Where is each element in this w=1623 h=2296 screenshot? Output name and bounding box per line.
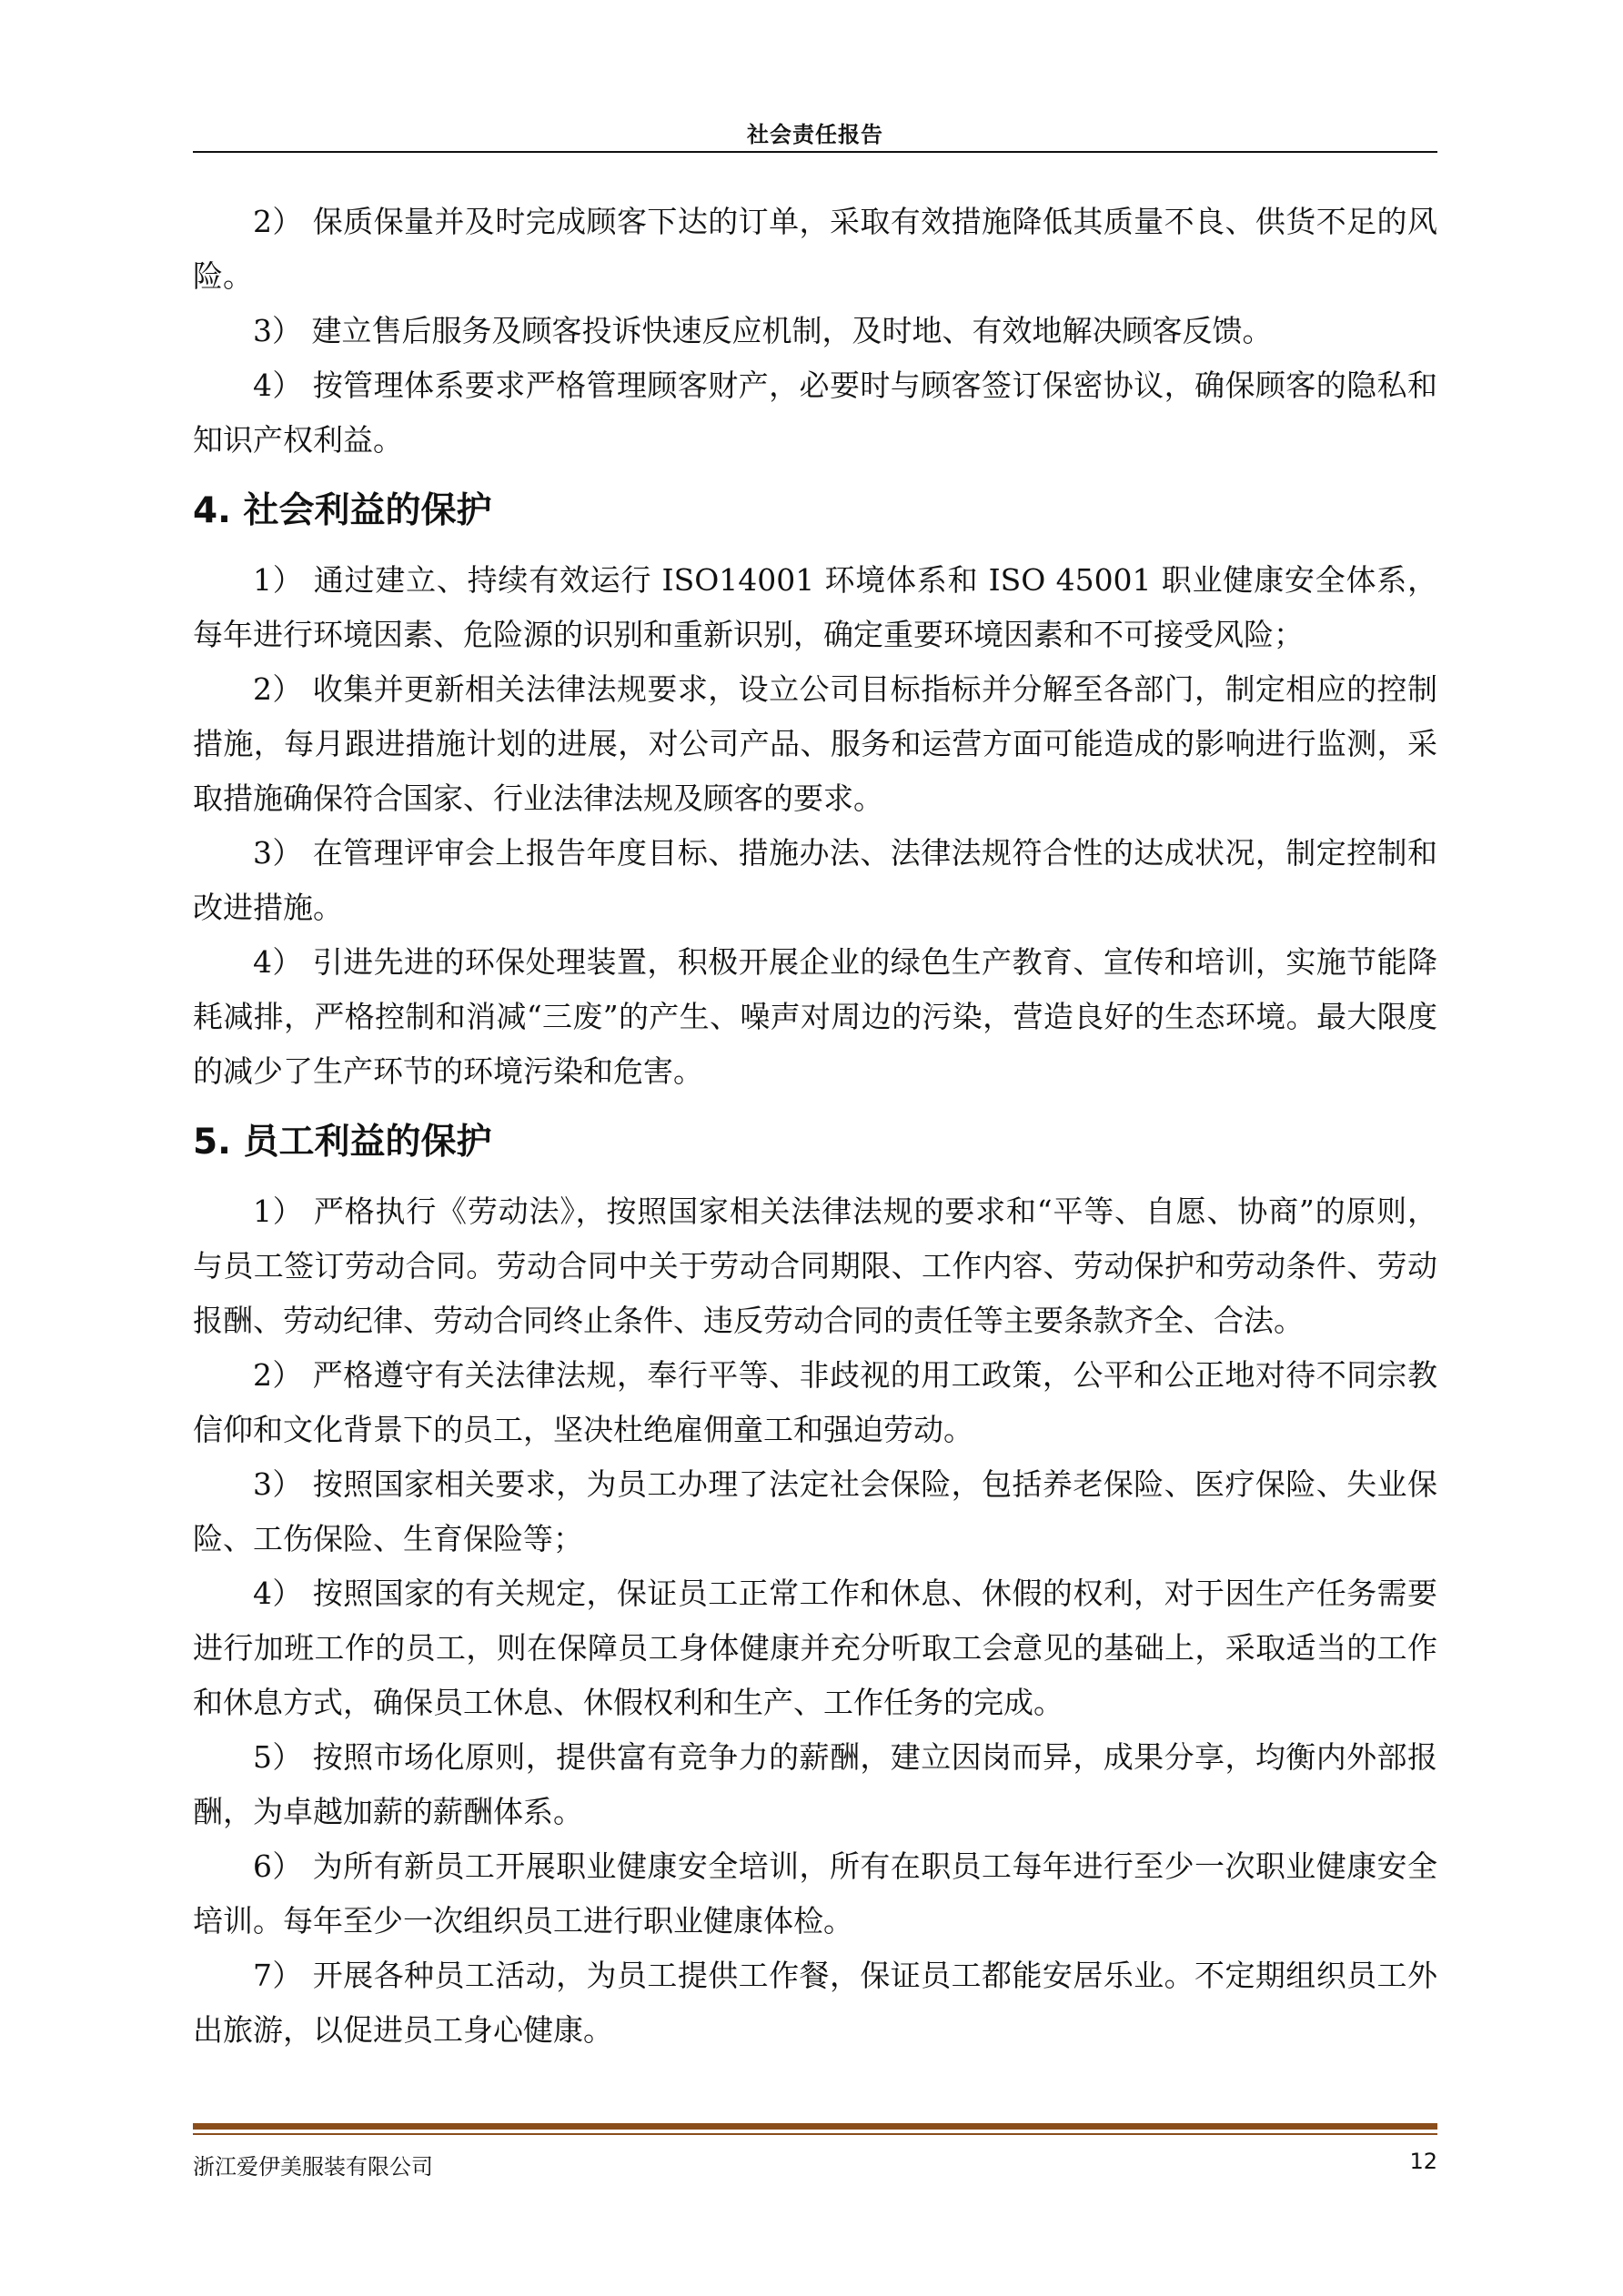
paragraph: 2） 收集并更新相关法律法规要求，设立公司目标指标并分解至各部门，制定相应的控制措施，每月跟进措施计划的进展，对公司产品、服务和运营方面可能造成的影响进行监测，采取措施确保符合国家、行业法律法规及顾客的要求。: [193, 671, 1437, 816]
paragraph: 1） 通过建立、持续有效运行 ISO14001 环境体系和 ISO 45001 职业健康安全体系，每年进行环境因素、危险源的识别和重新识别，确定重要环境因素和不可接受风险；: [193, 562, 1437, 652]
paragraph: 5） 按照市场化原则，提供富有竞争力的薪酬，建立因岗而异，成果分享，均衡内外部报酬，为卓越加薪的薪酬体系。: [193, 1739, 1437, 1829]
footer-company-name: 浙江爱伊美服装有限公司: [193, 2154, 433, 2180]
report-body: [193, 195, 1437, 2058]
paragraph: 3） 在管理评审会上报告年度目标、措施办法、法律法规符合性的达成状况，制定控制和改进措施。: [193, 835, 1437, 925]
paragraph: 7） 开展各种员工活动，为员工提供工作餐，保证员工都能安居乐业。不定期组织员工外出旅游，以促进员工身心健康。: [193, 1958, 1437, 2048]
paragraph: 3） 建立售后服务及顾客投诉快速反应机制，及时地、有效地解决顾客反馈。: [253, 313, 1273, 348]
footer-divider-thin: [193, 2133, 1437, 2135]
paragraph: 4） 按照国家的有关规定，保证员工正常工作和休息、休假的权利，对于因生产任务需要进行加班工作的员工，则在保障员工身体健康并充分听取工会意见的基础上，采取适当的工作和休息方式，确保员工休息、休假权利和生产、工作任务的完成。: [193, 1576, 1437, 1720]
paragraph: 2） 严格遵守有关法律法规，奉行平等、非歧视的用工政策，公平和公正地对待不同宗教信仰和文化背景下的员工，坚决杜绝雇佣童工和强迫劳动。: [193, 1357, 1437, 1447]
paragraph: 3） 按照国家相关要求，为员工办理了法定社会保险，包括养老保险、医疗保险、失业保险、工伤保险、生育保险等；: [193, 1466, 1437, 1556]
footer-divider-thick: [193, 2123, 1437, 2130]
section-heading-employee-interest: 5. 员工利益的保护: [193, 1122, 492, 1163]
page-header-title: 社会责任报告: [747, 122, 883, 147]
paragraph: 2） 保质保量并及时完成顾客下达的订单，采取有效措施降低其质量不良、供货不足的风险。: [193, 204, 1437, 294]
section-heading-social-interest: 4. 社会利益的保护: [193, 490, 492, 531]
paragraph: 6） 为所有新员工开展职业健康安全培训，所有在职员工每年进行至少一次职业健康安全培训。每年至少一次组织员工进行职业健康体检。: [193, 1848, 1437, 1939]
paragraph: 4） 引进先进的环保处理装置，积极开展企业的绿色生产教育、宣传和培训，实施节能降耗减排，严格控制和消减“三废”的产生、噪声对周边的污染，营造良好的生态环境。最大限度的减少了生产环节的环境污染和危害。: [193, 944, 1437, 1089]
page-number: 12: [1409, 2149, 1437, 2174]
paragraph: 1） 严格执行《劳动法》，按照国家相关法律法规的要求和“平等、自愿、协商”的原则，与员工签订劳动合同。劳动合同中关于劳动合同期限、工作内容、劳动保护和劳动条件、劳动报酬、劳动纪律、劳动合同终止条件、违反劳动合同的责任等主要条款齐全、合法。: [193, 1193, 1437, 1338]
paragraph: 4） 按管理体系要求严格管理顾客财产，必要时与顾客签订保密协议，确保顾客的隐私和知识产权利益。: [193, 368, 1437, 458]
header-divider: [193, 151, 1437, 153]
